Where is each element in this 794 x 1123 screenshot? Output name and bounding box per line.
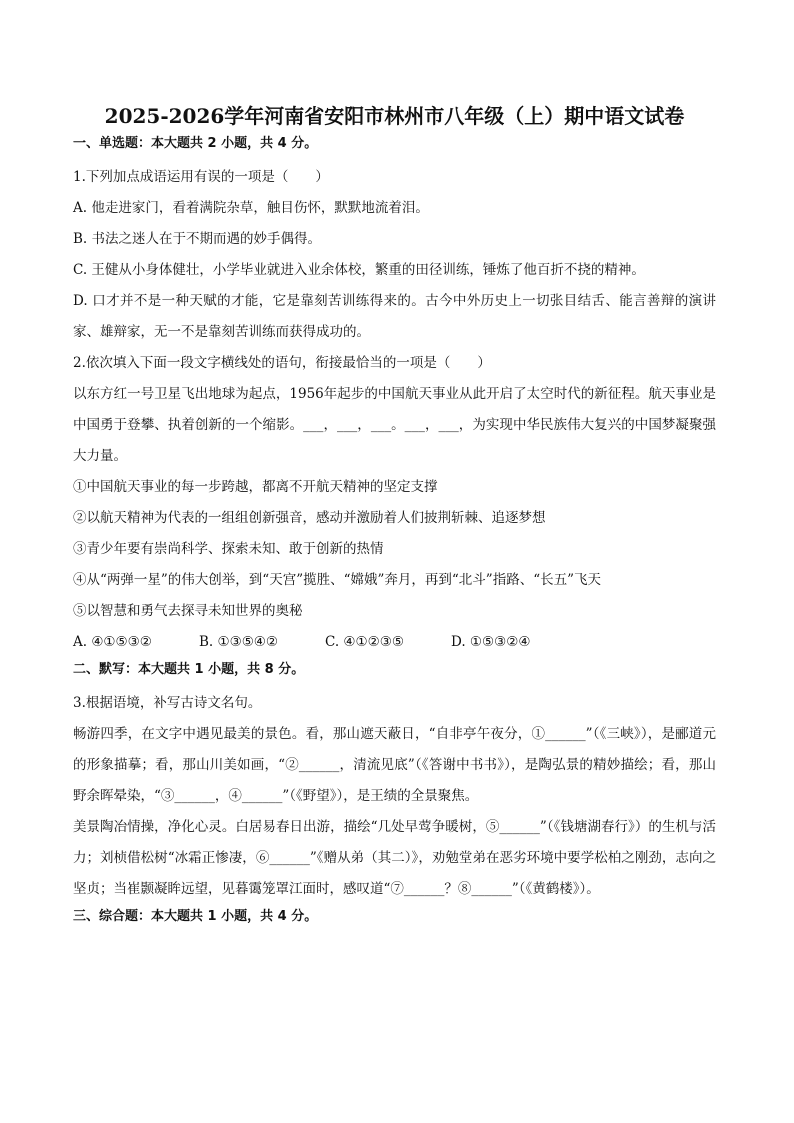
- question-2-stem: 2.依次填入下面一段文字横线处的语句，衔接最恰当的一项是（ ）: [73, 355, 491, 371]
- question-3-paragraph-1: 畅游四季，在文字中遇见最美的景色。看，那山遮天蔽日，“自非亭午夜分，①______”（《三峡》），是郦道元的形象描摹；看，那山川美如画，“②______，清流见底”（《答谢中书书》），是陶弘景的精妙描绘；看，那山野余晖晕染，“③______，④______”（《野望》），是王绩的全景聚焦。: [73, 726, 716, 804]
- question-2-option-d: D. ①⑤③②④: [451, 634, 531, 650]
- question-2-option-a: A. ④①⑤③②: [73, 634, 152, 650]
- question-3-stem: 3.根据语境，补写古诗文名句。: [73, 695, 262, 711]
- question-2-item-3: ③青少年要有崇尚科学、探索未知、敢于创新的热情: [73, 541, 384, 557]
- question-2-options: [73, 627, 716, 658]
- question-2-passage: 以东方红一号卫星飞出地球为起点，1956年起步的中国航天事业从此开启了太空时代的新征程。航天事业是中国勇于登攀、执着创新的一个缩影。___，___，___。___，___，为实现中华民族伟大复兴的中国梦凝聚强大力量。: [73, 386, 716, 464]
- page-title: 2025-2026学年河南省安阳市林州市八年级（上）期中语文试卷: [104, 104, 685, 128]
- question-1-option-b: B. 书法之迷人在于不期而遇的妙手偶得。: [73, 231, 322, 247]
- question-2-option-b: B. ①③⑤④②: [199, 634, 279, 650]
- question-2-option-c: C. ④①②③⑤: [325, 634, 404, 650]
- section-heading-comprehensive: 三、综合题：本大题共 1 小题，共 4 分。: [73, 909, 318, 924]
- section-heading-single-choice: 一、单选题：本大题共 2 小题，共 4 分。: [73, 136, 318, 151]
- question-3-paragraph-2: 美景陶冶情操，净化心灵。白居易春日出游，描绘“几处早莺争暖树，⑤______”（《钱塘湖春行》）的生机与活力；刘桢借松树“冰霜正惨凄，⑥______”《赠从弟（其二）》，劝勉堂弟在恶劣环境中要学松柏之刚劲，志向之坚贞；当崔颢凝眸远望，见暮霭笼罩江面时，感叹道“⑦______？⑧______”（《黄鹤楼》）。: [73, 819, 716, 897]
- section-heading-dictation: 二、默写：本大题共 1 小题，共 8 分。: [73, 662, 305, 677]
- question-1-stem: 1.下列加点成语运用有误的一项是（ ）: [73, 169, 329, 185]
- question-2-item-4: ④从“两弹一星”的伟大创举，到“天宫”揽胜、“嫦娥”奔月，再到“北斗”指路、“长五”飞天: [73, 572, 602, 588]
- question-2-item-2: ②以航天精神为代表的一组组创新强音，感动并激励着人们披荆斩棘、追逐梦想: [73, 510, 546, 526]
- question-1-option-a: A. 他走进家门，看着满院杂草，触目伤怀，默默地流着泪。: [73, 200, 429, 216]
- question-1-option-d: D. 口才并不是一种天赋的才能，它是靠刻苦训练得来的。古今中外历史上一切张目结舌、能言善辩的演讲家、雄辩家，无一不是靠刻苦训练而获得成功的。: [73, 293, 716, 340]
- question-1-option-c: C. 王健从小身体健壮，小学毕业就进入业余体校，繁重的田径训练，锤炼了他百折不挠的精神。: [73, 262, 645, 278]
- question-2-item-1: ①中国航天事业的每一步跨越，都离不开航天精神的坚定支撑: [73, 479, 438, 495]
- question-2-item-5: ⑤以智慧和勇气去探寻未知世界的奥秘: [73, 603, 303, 619]
